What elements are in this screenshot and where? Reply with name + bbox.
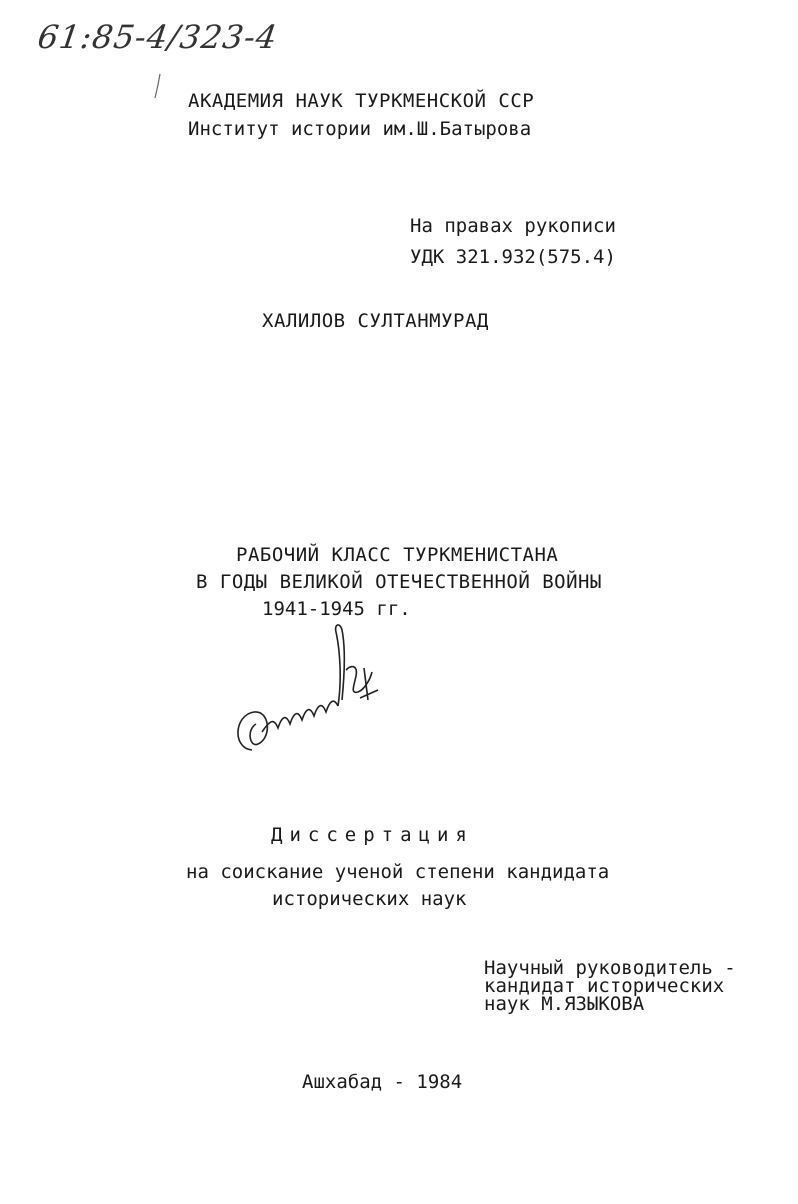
institute-name: Институт истории им.Ш.Батырова (188, 118, 532, 140)
dissertation-label: Диссертация (271, 824, 474, 846)
supervisor-line-1: Научный руководитель - (484, 957, 736, 979)
city-year: Ашхабад - 1984 (302, 1071, 463, 1093)
supervisor-line-3: наук М.ЯЗЫКОВА (484, 993, 645, 1015)
archive-mark: 61:85-4/323-4 (35, 18, 281, 56)
degree-line-1: на соискание ученой степени кандидата (186, 861, 610, 883)
degree-line-2: исторических наук (272, 888, 467, 910)
manuscript-rights: На правах рукописи (410, 215, 616, 237)
title-line-1: РАБОЧИЙ КЛАСС ТУРКМЕНИСТАНА (236, 544, 559, 566)
author-name: ХАЛИЛОВ СУЛТАНМУРАД (262, 310, 489, 332)
supervisor-line-2: кандидат исторических (484, 975, 725, 997)
title-line-2: В ГОДЫ ВЕЛИКОЙ ОТЕЧЕСТВЕННОЙ ВОЙНЫ (196, 571, 602, 593)
title-line-3: 1941-1945 гг. (262, 598, 411, 620)
academy-name: АКАДЕМИЯ НАУК ТУРКМЕНСКОЙ ССР (188, 90, 535, 112)
udk-code: УДК 321.932(575.4) (410, 246, 616, 268)
handwritten-signature (222, 620, 392, 770)
